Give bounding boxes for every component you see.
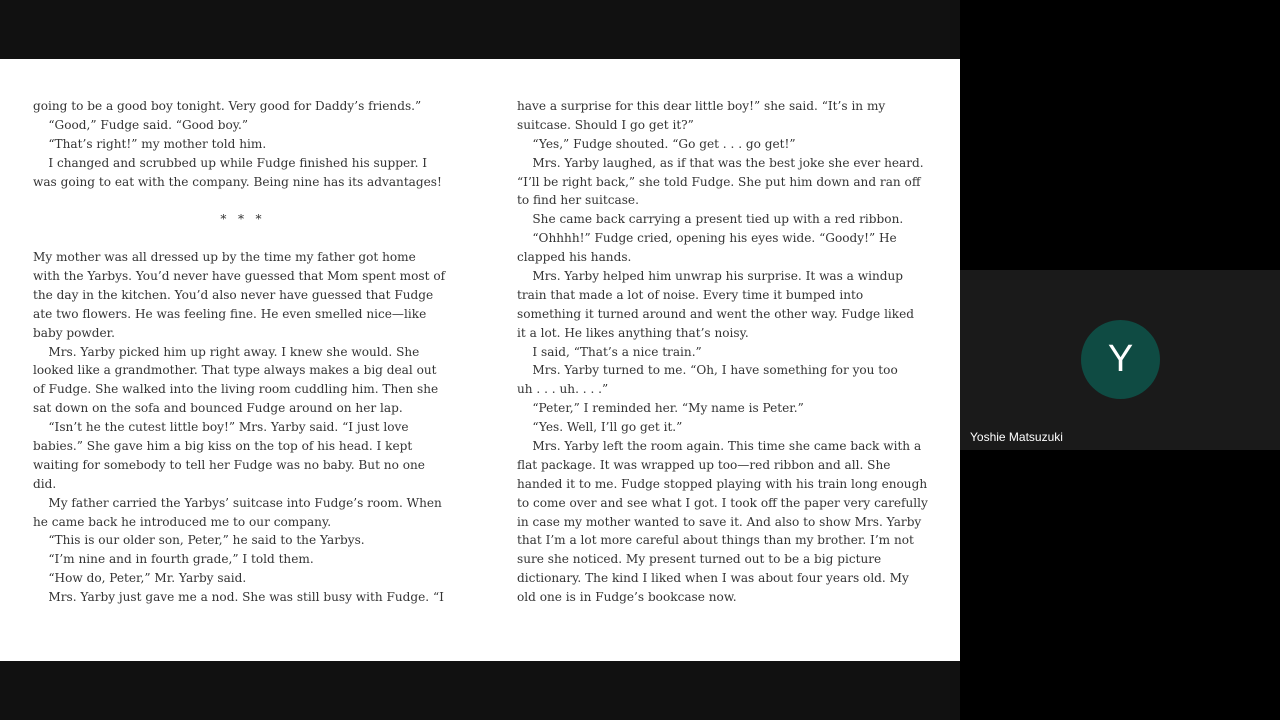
text-line: “That’s right!” my mother told him.	[33, 136, 267, 151]
text-line: suitcase. Should I go get it?”	[517, 117, 694, 132]
text-line: have a surprise for this dear little boy!” she said. “It’s in my	[517, 99, 886, 113]
text-line: ate two flowers. He was feeling fine. He even smelled nice—like	[33, 306, 427, 321]
text-line: handed it to me. Fudge stopped playing with his train long enough	[517, 476, 928, 491]
text-line: sat down on the sofa and bounced Fudge around on her lap.	[33, 401, 403, 416]
text-line: uh . . . uh. . . .”	[517, 382, 609, 397]
text-line: I changed and scrubbed up while Fudge finished his supper. I	[33, 155, 428, 170]
text-line	[33, 229, 473, 248]
text-line: I said, “That’s a nice train.”	[517, 344, 702, 359]
text-line: “Isn’t he the cutest little boy!” Mrs. Yarby said. “I just love	[33, 420, 409, 435]
text-line: flat package. It was wrapped up too—red ribbon and all. She	[517, 457, 891, 472]
text-line: “Yes,” Fudge shouted. “Go get . . . go get!”	[517, 136, 796, 151]
text-line: that I’m a lot more careful about things than my brother. I’m not	[517, 533, 914, 548]
text-line: “How do, Peter,” Mr. Yarby said.	[33, 571, 247, 586]
text-line: clapped his hands.	[517, 250, 632, 265]
text-line: was going to eat with the company. Being nine has its advantages!	[33, 174, 442, 189]
text-line: the day in the kitchen. You’d also never have guessed that Fudge	[33, 287, 434, 302]
text-line: waiting for somebody to tell her Fudge was no baby. But no one	[33, 457, 425, 472]
text-line: Mrs. Yarby laughed, as if that was the best joke she ever heard.	[517, 155, 924, 170]
book-page-left	[33, 97, 473, 607]
text-line: to come over and see what I got. I took off the paper very carefully	[517, 495, 928, 510]
text-line: he came back he introduced me to our company.	[33, 514, 332, 529]
text-line: Mrs. Yarby helped him unwrap his surprise. It was a windup	[517, 269, 904, 284]
text-line: old one is in Fudge’s bookcase now.	[517, 590, 737, 605]
text-line: in case my mother wanted to save it. And also to show Mrs. Yarby	[517, 514, 922, 529]
section-break: * * *	[220, 212, 262, 227]
text-line: looked like a grandmother. That type always makes a big deal out	[33, 363, 437, 378]
text-line: “Good,” Fudge said. “Good boy.”	[33, 117, 249, 132]
text-line: going to be a good boy tonight. Very good for Daddy’s friends.”	[33, 99, 422, 113]
text-line: something it turned around and went the other way. Fudge liked	[517, 306, 915, 321]
text-line	[33, 191, 473, 210]
text-line: with the Yarbys. You’d never have guessed that Mom spent most of	[33, 269, 446, 284]
text-line: train that made a lot of noise. Every time it bumped into	[517, 287, 864, 302]
text-line: She came back carrying a present tied up with a red ribbon.	[517, 212, 904, 227]
text-line: of Fudge. She walked into the living room cuddling him. Then she	[33, 382, 439, 397]
text-line: Mrs. Yarby turned to me. “Oh, I have something for you too	[517, 363, 898, 378]
book-page-right	[517, 97, 937, 607]
text-line: it a lot. He likes anything that’s noisy.	[517, 325, 749, 340]
text-line: baby powder.	[33, 325, 115, 340]
text-line: My mother was all dressed up by the time my father got home	[33, 250, 416, 265]
text-line: “Yes. Well, I’ll go get it.”	[517, 420, 683, 435]
text-line: My father carried the Yarbys’ suitcase into Fudge’s room. When	[33, 495, 442, 510]
text-line: “Ohhhh!” Fudge cried, opening his eyes wide. “Goody!” He	[517, 231, 897, 246]
text-line: sure she noticed. My present turned out to be a big picture	[517, 552, 882, 567]
text-line: “This is our older son, Peter,” he said to the Yarbys.	[33, 533, 365, 548]
text-line: “I’ll be right back,” she told Fudge. She put him down and ran off	[517, 174, 921, 189]
participant-tile[interactable]	[960, 270, 1280, 450]
text-line: Mrs. Yarby left the room again. This time she came back with a	[517, 439, 922, 454]
text-line: babies.” She gave him a big kiss on the top of his head. I kept	[33, 439, 413, 454]
text-line: to find her suitcase.	[517, 193, 639, 208]
participant-name: Yoshie Matsuzuki	[970, 430, 1063, 444]
text-line: “I’m nine and in fourth grade,” I told them.	[33, 552, 314, 567]
text-line: Mrs. Yarby picked him up right away. I knew she would. She	[33, 344, 420, 359]
text-line: Mrs. Yarby just gave me a nod. She was still busy with Fudge. “I	[33, 590, 444, 605]
text-line: dictionary. The kind I liked when I was about four years old. My	[517, 571, 909, 586]
text-line: “Peter,” I reminded her. “My name is Peter.”	[517, 401, 804, 416]
text-line: did.	[33, 476, 57, 491]
participant-avatar: Y	[1081, 320, 1160, 399]
